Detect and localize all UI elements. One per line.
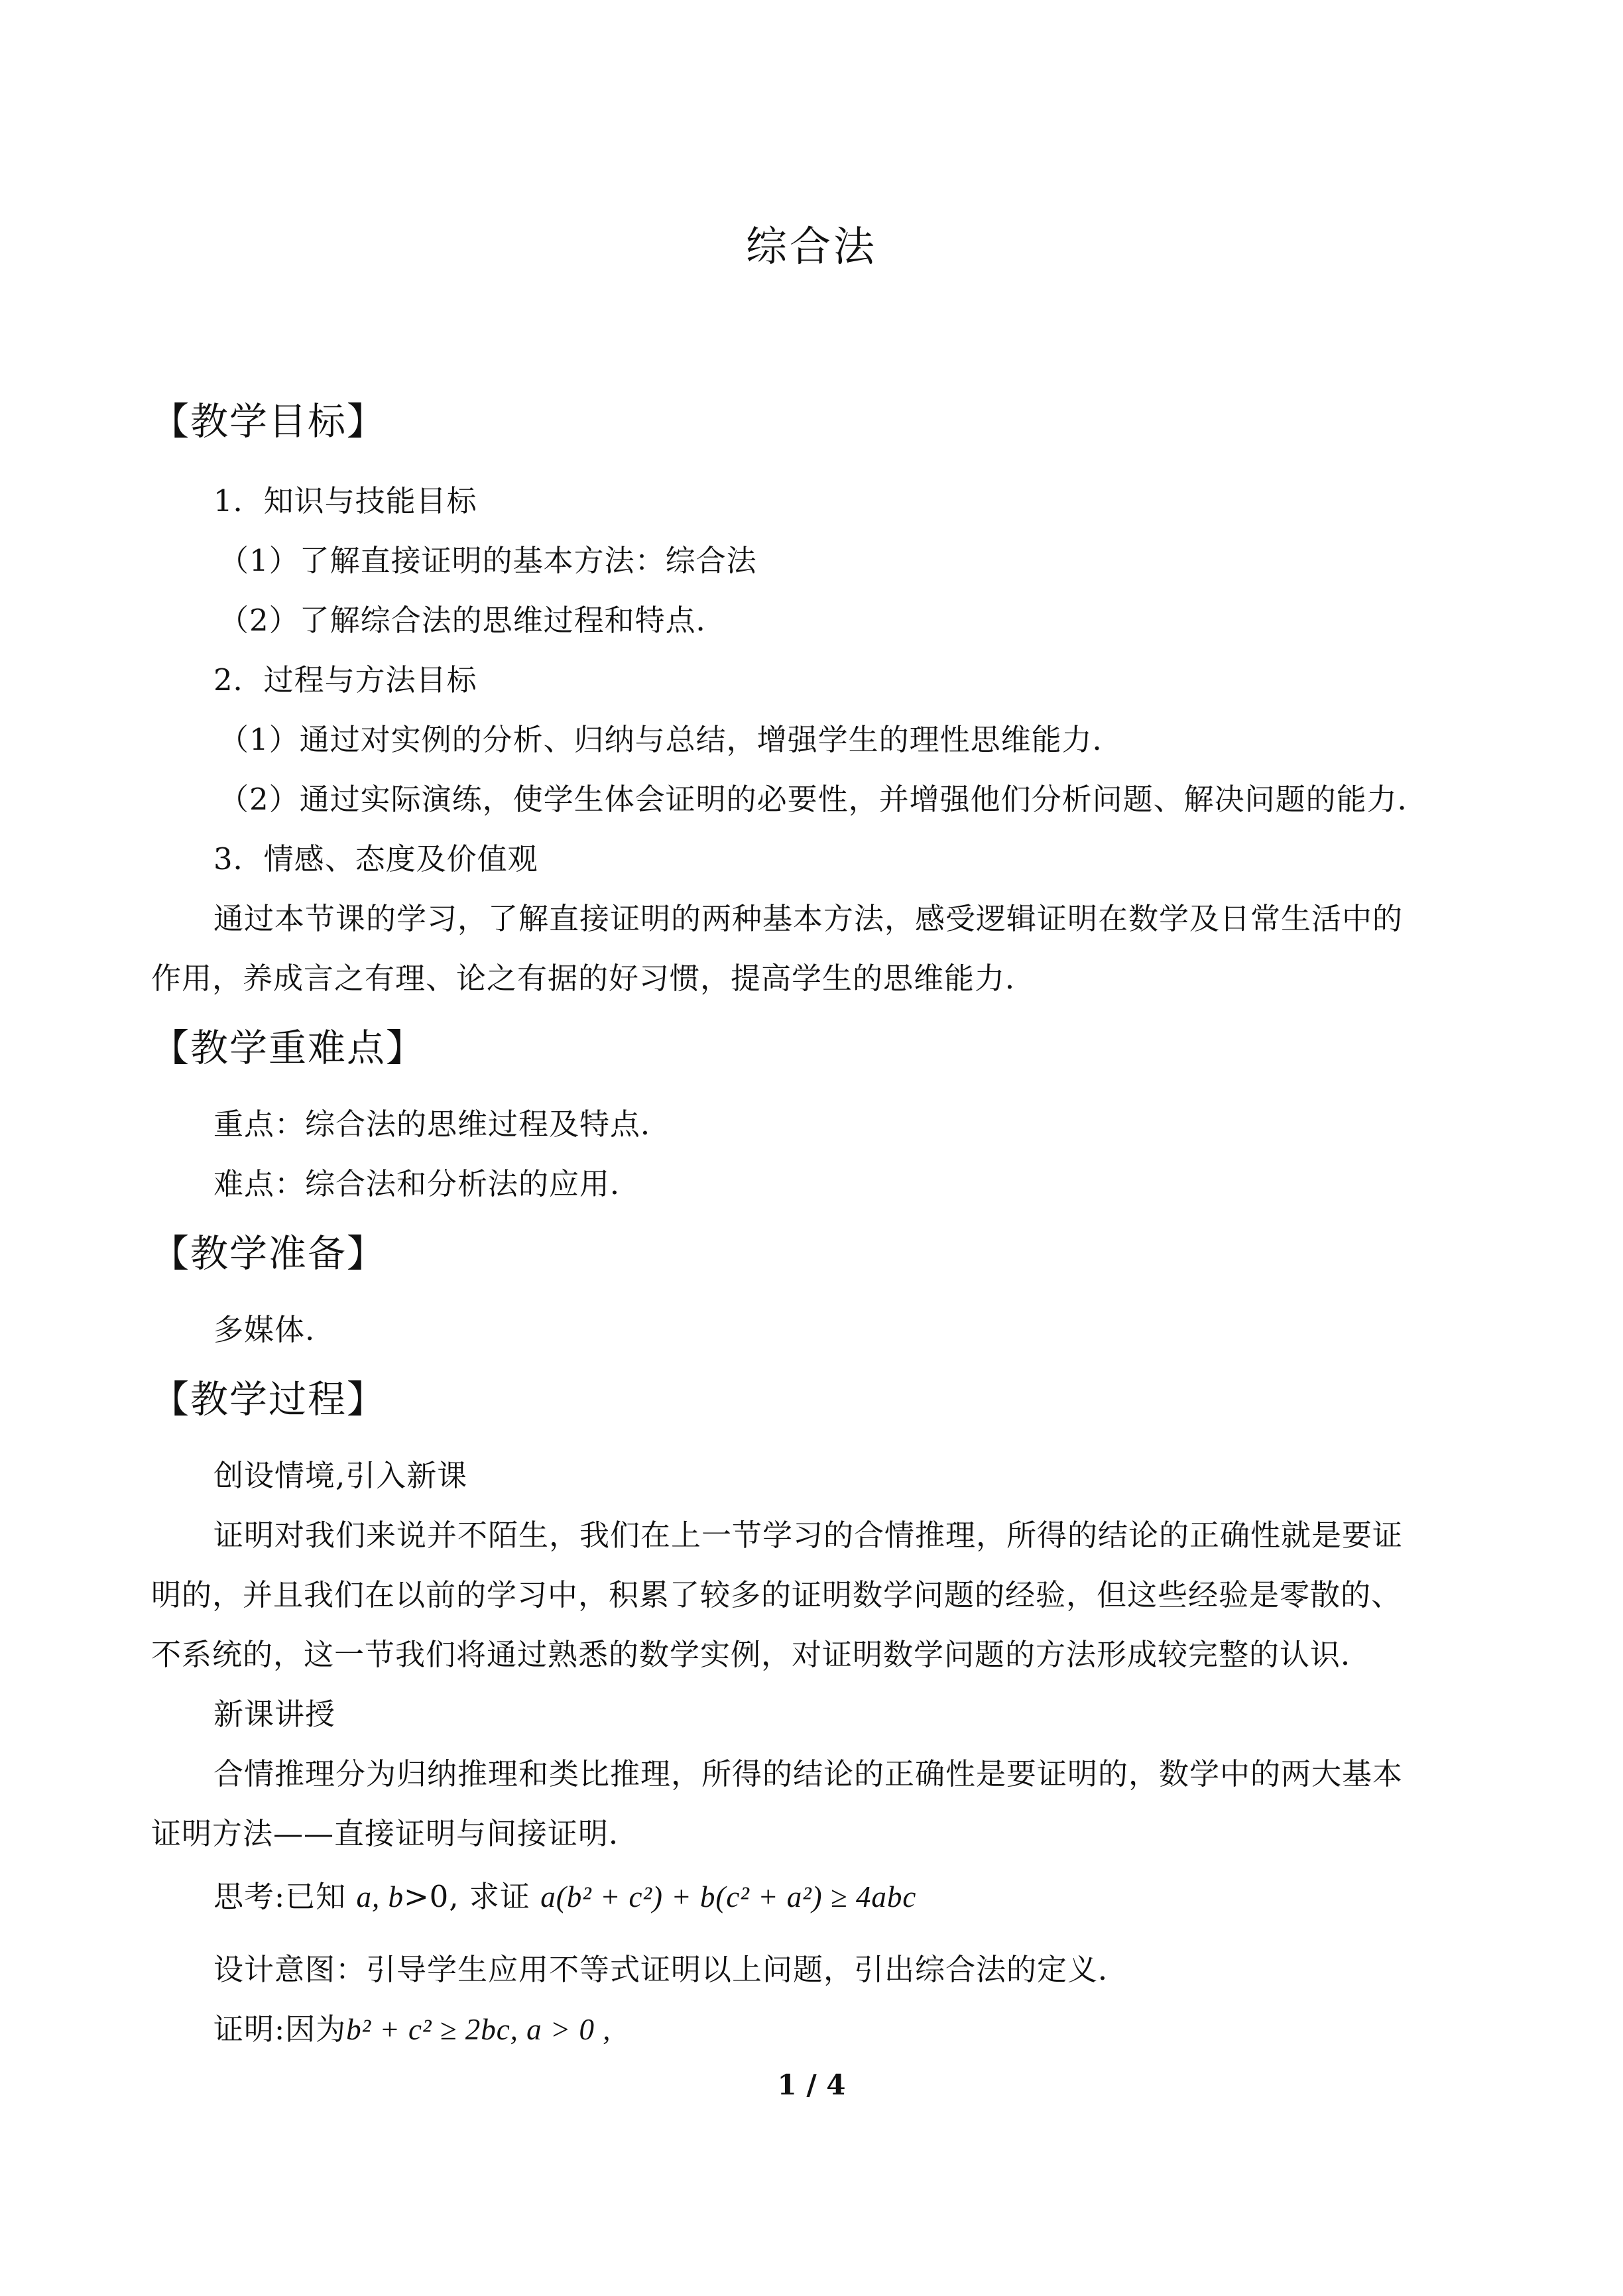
think-formula: a(b² + c²) + b(c² + a²) ≥ 4abc <box>540 1880 917 1913</box>
objective-line: （1）通过对实例的分析、归纳与总结，增强学生的理性思维能力． <box>219 722 1123 757</box>
key-point-line: 重点：综合法的思维过程及特点． <box>213 1107 672 1142</box>
think-question <box>213 1879 917 1914</box>
process-paragraph: 证明对我们来说并不陌生，我们在上一节学习的合情推理，所得的结论的正确性就是要证 <box>213 1518 1404 1553</box>
preparation-line: 多媒体. <box>213 1312 316 1347</box>
objective-paragraph: 作用，养成言之有理、论之有据的好习惯，提高学生的思维能力． <box>151 961 1036 996</box>
heading-process: 【教学过程】 <box>151 1378 386 1421</box>
objective-line: 2．过程与方法目标 <box>213 662 477 697</box>
process-line: 新课讲授 <box>213 1697 336 1732</box>
design-intent: 设计意图：引导学生应用不等式证明以上问题，引出综合法的定义． <box>213 1952 1129 1987</box>
process-paragraph: 明的，并且我们在以前的学习中，积累了较多的证明数学问题的经验，但这些经验是零散的、 <box>151 1577 1402 1612</box>
objective-line: （2）通过实际演练，使学生体会证明的必要性，并增强他们分析问题、解决问题的能力． <box>219 782 1428 817</box>
page-number: 1 / 4 <box>777 2069 846 2101</box>
key-point-line: 难点：综合法和分析法的应用． <box>213 1166 641 1201</box>
objective-line: （2）了解综合法的思维过程和特点． <box>219 603 727 638</box>
proof-formula: b² + c² ≥ 2bc, a > 0 , <box>346 2013 611 2046</box>
heading-key-points: 【教学重难点】 <box>151 1026 425 1070</box>
objective-line: 1．知识与技能目标 <box>213 483 477 518</box>
objective-line: 3．情感、态度及价值观 <box>213 841 538 876</box>
process-paragraph: 不系统的，这一节我们将通过熟悉的数学实例，对证明数学问题的方法形成较完整的认识． <box>151 1637 1372 1672</box>
page-title: 综合法 <box>745 222 877 271</box>
proof-prefix: 证明:因为 <box>213 2012 347 2047</box>
process-paragraph: 证明方法——直接证明与间接证明． <box>151 1816 640 1851</box>
process-paragraph: 合情推理分为归纳推理和类比推理，所得的结论的正确性是要证明的，数学中的两大基本 <box>213 1756 1404 1791</box>
think-prefix: 思考:已知 <box>213 1879 357 1914</box>
process-line: 创设情境,引入新课 <box>213 1458 468 1493</box>
objective-paragraph: 通过本节课的学习，了解直接证明的两种基本方法，感受逻辑证明在数学及日常生活中的 <box>213 901 1404 936</box>
think-vars: a, b <box>356 1880 404 1913</box>
objective-line: （1）了解直接证明的基本方法：综合法 <box>219 543 757 578</box>
proof-line <box>213 2014 611 2045</box>
heading-objectives: 【教学目标】 <box>151 400 386 444</box>
think-condition: >0, 求证 <box>403 1879 541 1914</box>
heading-preparation: 【教学准备】 <box>151 1232 386 1276</box>
